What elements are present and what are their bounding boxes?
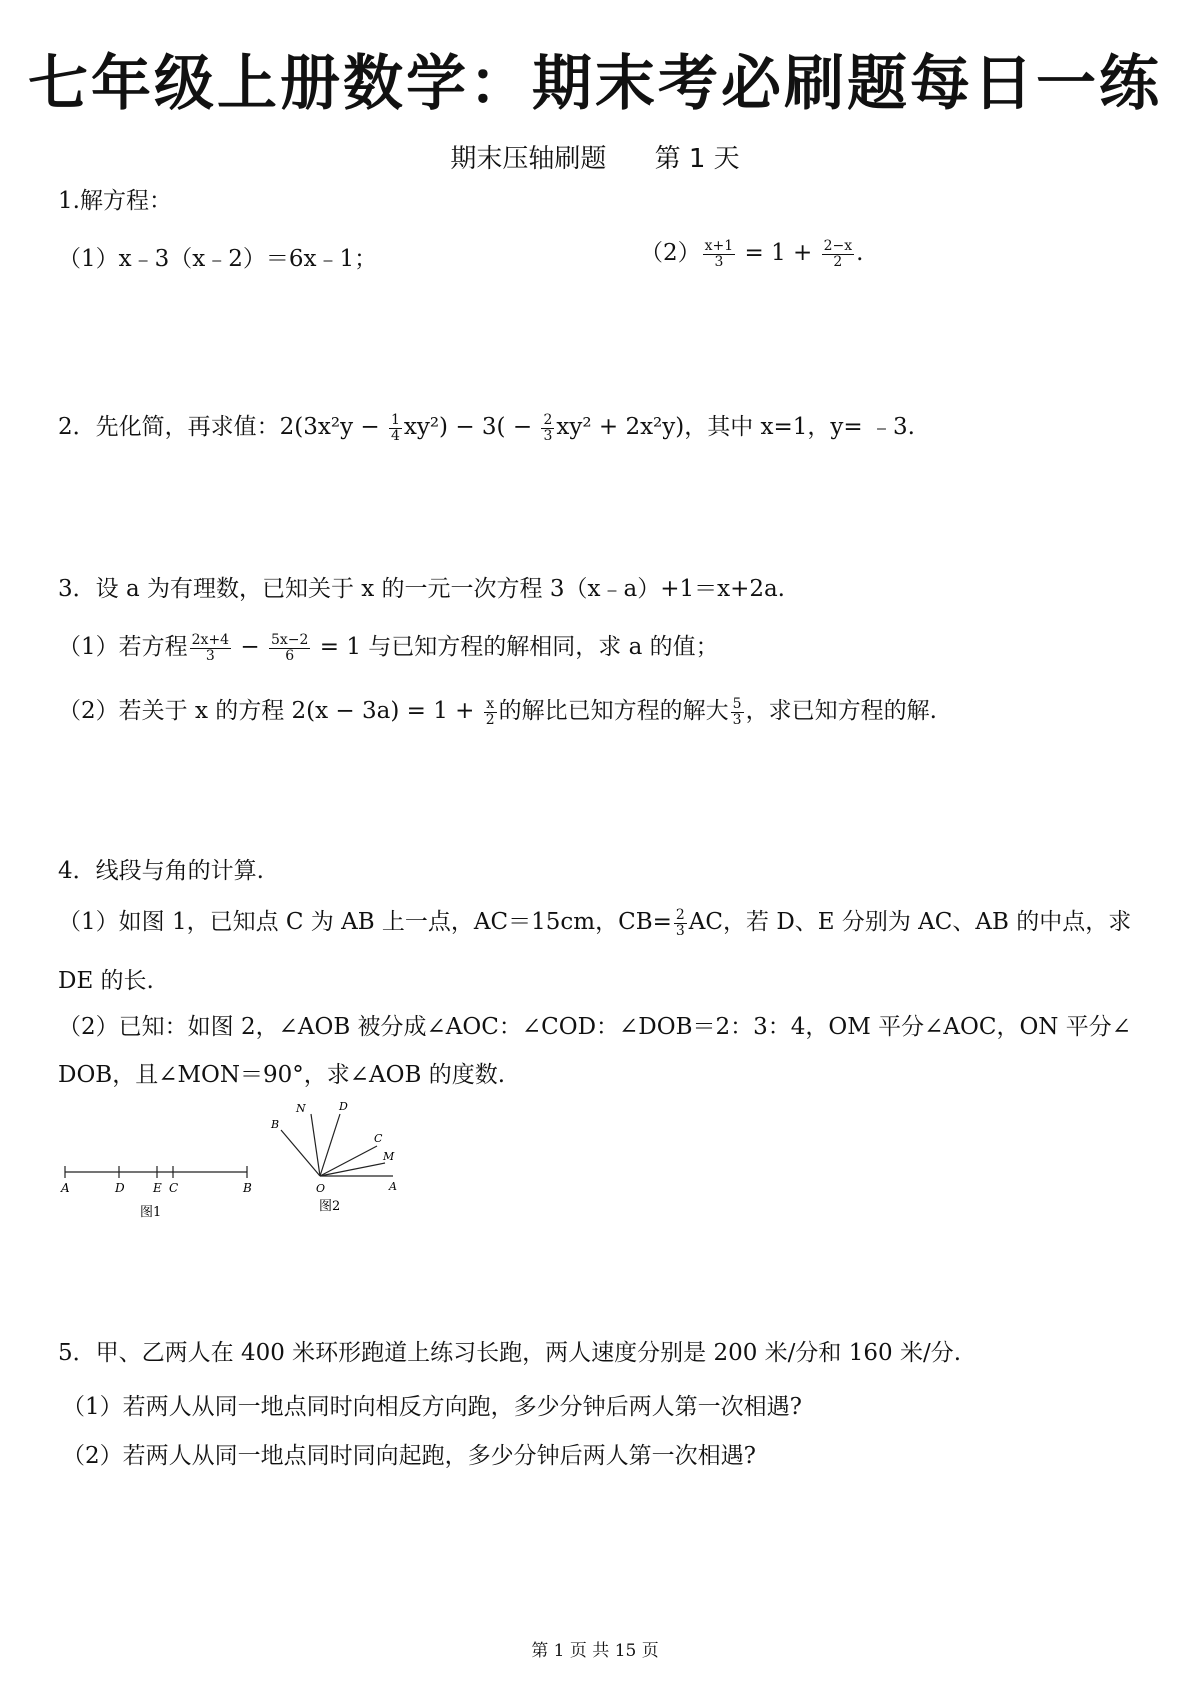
- frac-den: 3: [714, 253, 724, 270]
- frac-den: 2: [833, 253, 843, 270]
- label-d: D: [339, 1100, 348, 1113]
- frac-den: 6: [285, 647, 295, 664]
- q3-part2-pre: （2）若关于 x 的方程 2(x − 3a) = 1 +: [58, 698, 482, 724]
- fraction: [484, 697, 497, 728]
- label-c: C: [374, 1132, 383, 1145]
- q2-text: [58, 408, 915, 444]
- q3-stem: 3．设 a 为有理数，已知关于 x 的一元一次方程 3（x﹣a）+1＝x+2a.: [58, 576, 785, 602]
- page-number: 第 1 页 共 15 页: [531, 1641, 659, 1661]
- q4-part2-line2: DOB，且∠MON＝90°，求∠AOB 的度数.: [58, 1062, 506, 1088]
- q3-part1-post: = 1 与已知方程的解相同，求 a 的值；: [312, 634, 719, 660]
- label-a: A: [61, 1181, 70, 1195]
- fraction: [389, 413, 402, 444]
- label-o: O: [316, 1182, 326, 1195]
- q3-part1-pre: （1）若方程: [58, 634, 188, 660]
- frac-num: 2x+4: [191, 631, 230, 648]
- frac-num: 2: [543, 411, 553, 428]
- q1-part2-prefix: （2）: [640, 240, 701, 266]
- fraction: [269, 633, 310, 664]
- frac-num: 5: [732, 695, 742, 712]
- frac-num: x: [484, 697, 497, 713]
- q1-part2: [640, 234, 863, 270]
- figure-2-caption: 图2: [319, 1199, 341, 1214]
- subtitle-day: 第 1 天: [654, 144, 740, 174]
- q5-part1: （1）若两人从同一地点同时向相反方向跑，多少分钟后两人第一次相遇?: [62, 1394, 802, 1420]
- frac-num: 1: [390, 411, 400, 428]
- ray-om: [320, 1163, 385, 1176]
- q3-part1: [58, 628, 719, 664]
- frac-den: 2: [485, 711, 495, 728]
- frac-den: 3: [205, 647, 215, 664]
- q4-part1: [58, 903, 1131, 939]
- page-title: 七年级上册数学：期末考必刷题每日一练: [28, 49, 1162, 119]
- q1-part2-end: .: [856, 240, 864, 266]
- label-d: D: [115, 1181, 125, 1195]
- q3-part2: [58, 692, 937, 728]
- q3-part2-post: ，求已知方程的解.: [745, 698, 937, 724]
- label-b: B: [271, 1118, 280, 1131]
- q4-part1-post: AC，若 D、E 分别为 AC、AB 的中点，求: [688, 909, 1132, 935]
- frac-num: 2: [675, 906, 685, 923]
- frac-num: 2−x: [823, 237, 853, 254]
- q1-part1: （1）x﹣3（x﹣2）＝6x﹣1；: [58, 246, 378, 272]
- label-c: C: [169, 1181, 179, 1195]
- q3-part2-mid: 的解比已知方程的解大: [498, 698, 729, 724]
- q4-part1-pre: （1）如图 1，已知点 C 为 AB 上一点，AC＝15cm，CB=: [58, 909, 672, 935]
- fraction: [731, 697, 744, 728]
- fraction: [190, 633, 231, 664]
- q3-part1-mid: −: [233, 634, 267, 660]
- label-m: M: [383, 1150, 395, 1163]
- label-e: E: [153, 1181, 162, 1195]
- fraction: [703, 239, 736, 270]
- q4-stem: 4．线段与角的计算.: [58, 858, 264, 884]
- frac-den: 3: [732, 711, 742, 728]
- frac-num: x+1: [704, 237, 734, 254]
- frac-den: 4: [390, 427, 400, 444]
- q5-part2: （2）若两人从同一地点同时同向起跑，多少分钟后两人第一次相遇?: [62, 1443, 756, 1469]
- q5-stem: 5．甲、乙两人在 400 米环形跑道上练习长跑，两人速度分别是 200 米/分和 160 米/分.: [58, 1340, 962, 1366]
- fraction: [822, 239, 855, 270]
- q2-post: xy² + 2x²y)，其中 x=1，y= ﹣3.: [556, 414, 915, 440]
- figure-2: [265, 1100, 415, 1230]
- fraction: [674, 908, 687, 939]
- q1-stem: 1.解方程：: [58, 188, 172, 214]
- fraction: [541, 413, 554, 444]
- label-a: A: [389, 1180, 397, 1193]
- q4-part1-line2: DE 的长.: [58, 968, 154, 994]
- page-subtitle: [0, 138, 1190, 175]
- q2-pre: 2．先化简，再求值：2(3x²y −: [58, 414, 387, 440]
- figure-1: [55, 1160, 265, 1230]
- frac-num: 5x−2: [271, 631, 309, 648]
- q4-part2-line1: （2）已知：如图 2，∠AOB 被分成∠AOC：∠COD：∠DOB＝2：3：4，OM 平分∠AOC，ON 平分∠: [58, 1014, 1132, 1040]
- label-n: N: [296, 1102, 306, 1115]
- frac-den: 3: [675, 922, 685, 939]
- q2-mid: xy²) − 3( −: [403, 414, 540, 440]
- label-b: B: [243, 1181, 252, 1195]
- frac-den: 3: [543, 427, 553, 444]
- subtitle-section: 期末压轴刷题: [450, 144, 607, 174]
- figure-1-caption: 图1: [140, 1205, 162, 1220]
- q1-part2-mid: = 1 +: [737, 240, 820, 266]
